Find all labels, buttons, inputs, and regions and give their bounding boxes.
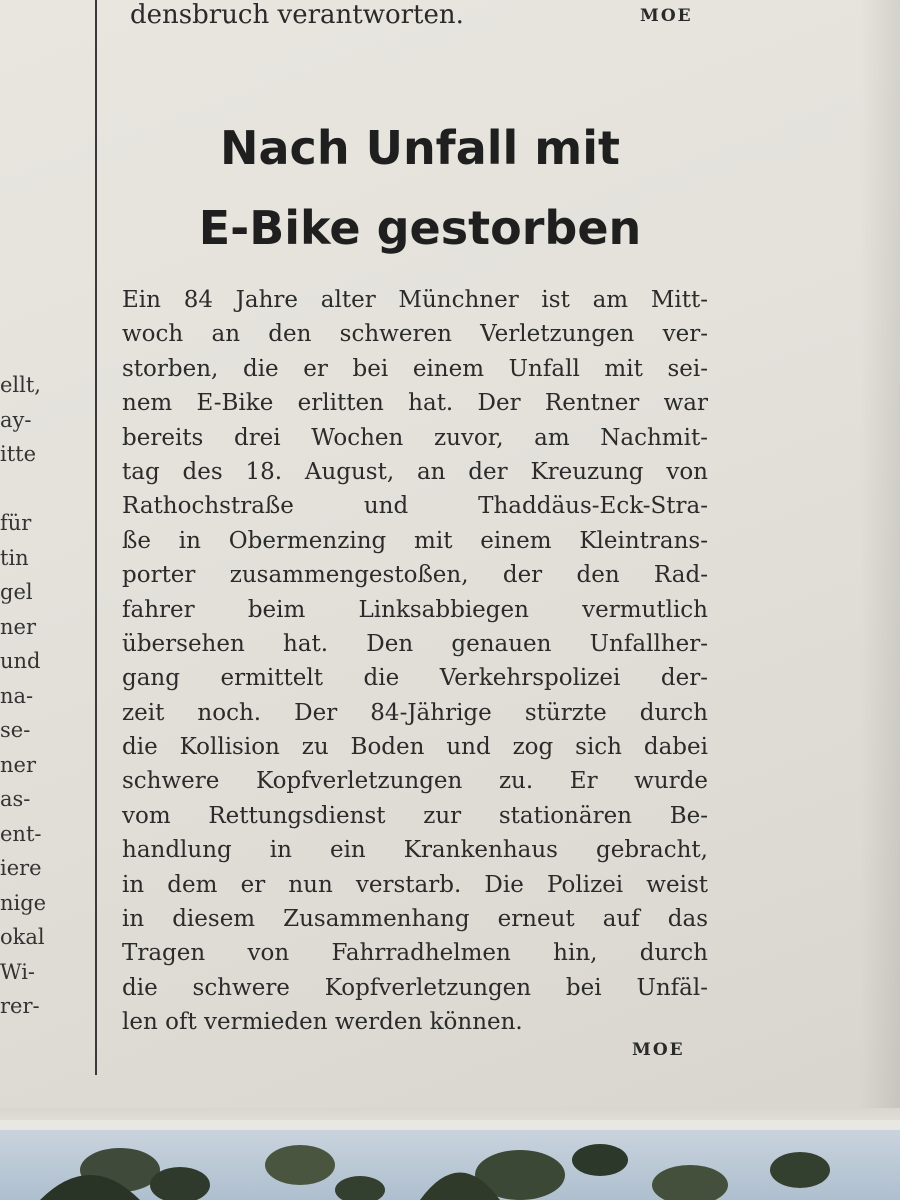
body-line: bereits drei Wochen zuvor, am Nachmit- [122, 424, 708, 451]
previous-article-last-line: densbruch verantworten. [130, 0, 464, 30]
body-line: in dem er nun verstarb. Die Polizei weist [122, 871, 708, 898]
left-column-fragment: na- [0, 683, 34, 708]
left-column-fragment: ent- [0, 821, 42, 846]
body-line: handlung in ein Krankenhaus gebracht, [122, 837, 708, 864]
left-column-fragment: itte [0, 442, 37, 466]
body-line: Rathochstraße und Thaddäus-Eck-Stra- [122, 493, 708, 520]
body-line: gang ermittelt die Verkehrspolizei der- [122, 665, 708, 692]
left-column-fragment: rer- [0, 994, 40, 1018]
left-column-fragment: ner [0, 614, 36, 639]
body-line: len oft vermieden werden können. [122, 1009, 523, 1036]
left-column-fragment [0, 472, 80, 507]
left-column-fragment: nige [0, 890, 47, 915]
body-line: woch an den schweren Verletzungen ver- [122, 321, 708, 348]
body-line: die Kollision zu Boden und zog sich dabei [122, 734, 708, 761]
body-line: die schwere Kopfverletzungen bei Unfäl- [122, 974, 708, 1001]
column-divider [95, 0, 97, 1075]
foliage-photo [0, 1130, 900, 1200]
headline-line: E-Bike gestorben [198, 201, 642, 255]
left-column-fragment: ay- [0, 407, 32, 432]
body-line: fahrer beim Linksabbiegen vermutlich [122, 596, 708, 623]
left-column-fragment: für [0, 511, 32, 535]
left-column-fragment: iere [0, 856, 42, 880]
left-column-fragment: se- [0, 718, 31, 742]
body-line: tag des 18. August, an der Kreuzung von [122, 458, 708, 485]
left-column-fragment: tin [0, 545, 29, 570]
headline-line: Nach Unfall mit [220, 121, 620, 175]
page-edge-shadow [860, 0, 900, 1200]
body-line: in diesem Zusammenhang erneut auf das [122, 906, 708, 933]
article-body [122, 283, 708, 1040]
article-headline [130, 108, 710, 268]
body-line: Ein 84 Jahre alter Münchner ist am Mitt- [122, 287, 708, 313]
left-column-fragment: okal [0, 925, 45, 949]
body-line: schwere Kopfverletzungen zu. Er wurde [122, 768, 708, 795]
article-byline: MOE [632, 1040, 685, 1060]
body-line: porter zusammengestoßen, der den Rad- [122, 562, 708, 589]
body-line: vom Rettungsdienst zur stationären Be- [122, 802, 708, 829]
body-line: übersehen hat. Den genauen Unfallher- [122, 630, 708, 657]
body-line: nem E-Bike erlitten hat. Der Rentner war [122, 390, 708, 417]
left-column-fragment: und [0, 649, 41, 673]
body-line: storben, die er bei einem Unfall mit sei- [122, 355, 708, 382]
photo-strip [0, 1130, 900, 1200]
left-column-fragment: ellt, [0, 373, 41, 397]
left-column-fragment: ner [0, 752, 36, 777]
left-column-fragment: Wi- [0, 959, 36, 984]
previous-article-byline: MOE [640, 6, 693, 26]
body-line: Tragen von Fahrradhelmen hin, durch [122, 940, 708, 967]
left-column-fragment: as- [0, 787, 31, 811]
body-line: ße in Obermenzing mit einem Kleintrans- [122, 527, 708, 554]
left-column-fragment: gel [0, 580, 33, 604]
left-column-fragments [0, 368, 80, 1024]
body-line: zeit noch. Der 84-Jährige stürzte durch [122, 699, 708, 726]
